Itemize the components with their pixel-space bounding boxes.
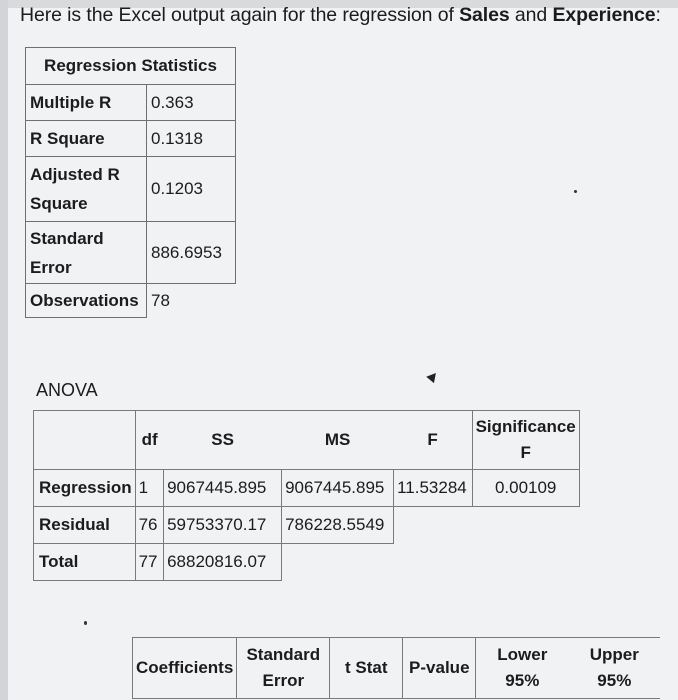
intro-var-sales: Sales: [459, 4, 510, 26]
anova-cell-df: 77: [135, 544, 164, 581]
anova-row-label: Regression: [34, 470, 136, 507]
stat-label: Observations: [26, 284, 147, 318]
anova-cell-f: 11.53284: [394, 470, 473, 507]
anova-row-label: Residual: [34, 507, 136, 544]
anova-header-ss: SS: [164, 411, 282, 470]
anova-cell-ss: 68820816.07: [164, 544, 282, 581]
coef-header-standard-error: Standard Error: [237, 638, 330, 699]
anova-cell-ss: 59753370.17: [164, 507, 282, 544]
stat-value: 0.363: [147, 85, 236, 121]
intro-text-part: and: [509, 4, 553, 26]
coef-header-t-stat: t Stat: [330, 638, 403, 699]
coefficients-table: [132, 637, 660, 699]
table-row: [26, 121, 236, 157]
stat-value: 886.6953: [147, 222, 236, 284]
table-row: [34, 507, 580, 544]
anova-header-significance-f: Significance F: [472, 411, 579, 470]
anova-cell-empty: [394, 544, 473, 581]
regression-statistics-title: Regression Statistics: [26, 48, 236, 85]
regression-statistics-table: [25, 47, 236, 318]
stat-value: 0.1203: [147, 157, 236, 222]
anova-header-df: df: [135, 411, 164, 470]
coef-header-p-value: P-value: [403, 638, 476, 699]
stat-value: 0.1318: [147, 121, 236, 157]
stat-label: [26, 222, 147, 284]
anova-table: [33, 410, 580, 581]
intro-var-experience: Experience: [552, 4, 656, 26]
coef-header-lower-95: Lower 95%: [476, 638, 569, 699]
stat-label-line: Adjusted R: [30, 165, 120, 184]
intro-text-part: Here is the Excel output again for the regression of: [20, 4, 460, 26]
anova-cell-ms: 9067445.895: [282, 470, 394, 507]
anova-header-f: F: [394, 411, 473, 470]
coef-header-upper-95: Upper 95%: [568, 638, 660, 699]
anova-header-ms: MS: [282, 411, 394, 470]
coef-header-coefficients: Coefficients: [133, 638, 237, 699]
stat-label-line: Error: [30, 257, 72, 277]
anova-cell-df: 1: [135, 470, 164, 507]
anova-cell-ss: 9067445.895: [164, 470, 282, 507]
table-header-row: [133, 638, 661, 699]
dust-speck: [84, 621, 87, 625]
anova-cell-significance: 0.00109: [472, 470, 579, 507]
table-header-row: [34, 411, 580, 470]
dust-speck: [574, 190, 577, 193]
stat-label-line: Standard: [30, 228, 104, 248]
intro-text-part: :: [655, 4, 661, 26]
anova-cell-empty: [472, 507, 579, 544]
anova-title: ANOVA: [36, 380, 98, 400]
stat-label: [26, 157, 147, 222]
anova-cell-empty: [394, 507, 473, 544]
table-row: [34, 544, 580, 581]
anova-cell-empty: [472, 544, 579, 581]
stat-label: R Square: [26, 121, 147, 157]
stat-value: 78: [151, 290, 170, 310]
stat-label-line: Square: [30, 194, 88, 213]
table-row: [26, 157, 236, 222]
stat-label: Multiple R: [26, 85, 147, 121]
anova-row-label: Total: [34, 544, 136, 581]
anova-header-blank: [34, 411, 136, 470]
table-row: [26, 284, 236, 318]
arrow-mark: [426, 370, 439, 383]
photo-frame-left: [0, 0, 8, 700]
table-row: [26, 85, 236, 121]
anova-cell-empty: [282, 544, 394, 581]
table-row: [26, 222, 236, 284]
intro-text: [20, 4, 661, 27]
anova-cell-df: 76: [135, 507, 164, 544]
anova-cell-ms: 786228.5549: [282, 507, 394, 544]
table-row: [34, 470, 580, 507]
